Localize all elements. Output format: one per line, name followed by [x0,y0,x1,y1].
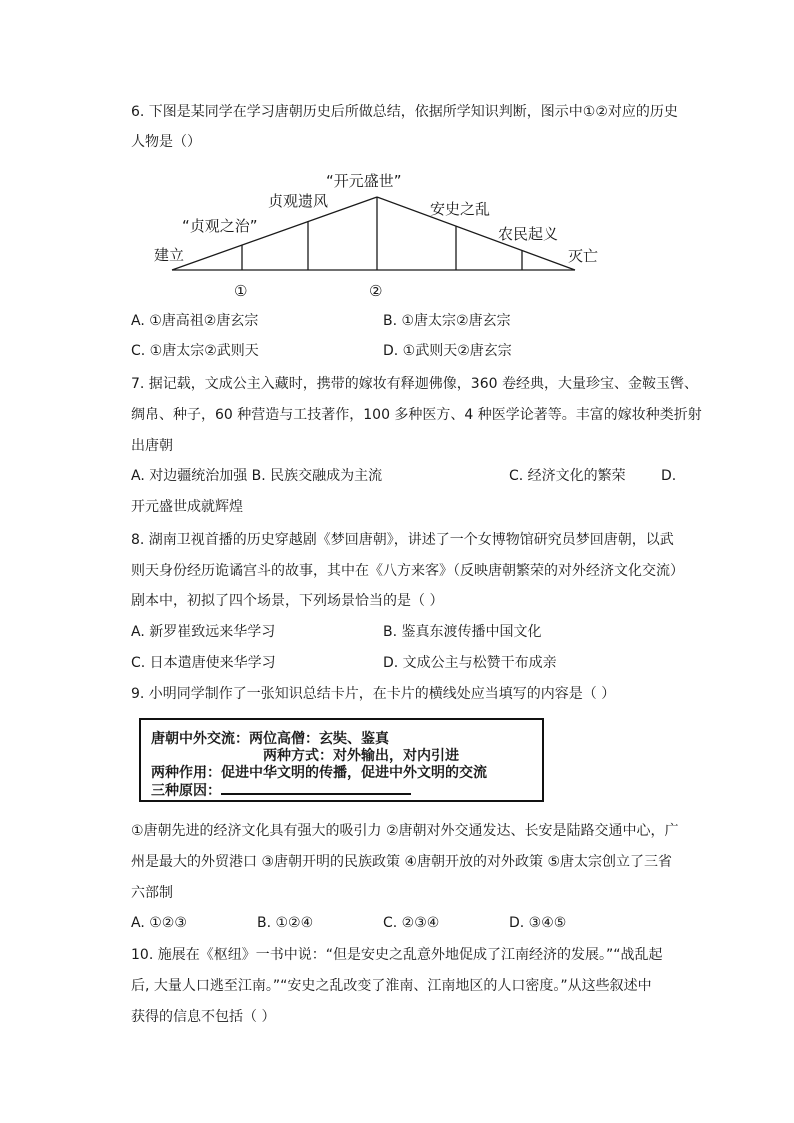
q8-stem-line3: 剧本中，初拟了四个场景，下列场景恰当的是（ ） [131,593,444,609]
q9-option-a: A. ①②③ [131,915,187,931]
q8-option-d: D. 文成公主与松赞干布成亲 [383,655,557,671]
q6-stem-line1: 6. 下图是某同学在学习唐朝历史后所做总结，依据所学知识判断，图示中①②对应的历史 [131,104,678,120]
q9-option-d: D. ③④⑤ [509,915,567,931]
card-row-2: 两种方式：对外输出，对内引进 [263,748,459,764]
fill-in-blank [221,781,411,795]
q7-option-c: C. 经济文化的繁荣 [509,468,626,484]
label-kaiyuan: “开元盛世” [326,172,402,190]
marker-2: ② [369,282,383,300]
label-nongmin: 农民起义 [498,225,559,243]
q7-stem-line1: 7. 据记载，文成公主入藏时，携带的嫁妆有释迦佛像，360 卷经典，大量珍宝、金鞍玉辔、 [131,376,698,392]
q10-stem-line1: 10. 施展在《枢纽》一书中说：“但是安史之乱意外地促成了江南经济的发展。”“战乱起 [131,947,663,963]
label-jianli: 建立 [154,246,185,264]
q7-stem-line3: 出唐朝 [131,438,173,454]
marker-1: ① [234,282,248,300]
q6-option-a: A. ①唐高祖②唐玄宗 [131,313,259,329]
q10-stem-line2: 后, 大量人口逃至江南。”“安史之乱改变了淮南、江南地区的人口密度。”从这些叙述中 [131,978,652,994]
knowledge-card [139,718,544,802]
card-row-4-label: 三种原因： [151,783,221,799]
q9-option-c: C. ②③④ [383,915,440,931]
q6-option-b: B. ①唐太宗②唐玄宗 [383,313,511,329]
q8-option-a: A. 新罗崔致远来华学习 [131,624,276,640]
q8-option-c: C. 日本遣唐使来华学习 [131,655,276,671]
label-zhenguan-zhizhi: “贞观之治” [182,217,258,235]
q9-text-line2: 州是最大的外贸港口 ③唐朝开明的民族政策 ④唐朝开放的对外政策 ⑤唐太宗创立了三省 [131,854,673,870]
q8-stem-line1: 8. 湖南卫视首播的历史穿越剧《梦回唐朝》，讲述了一个女博物馆研究员梦回唐朝，以武 [131,532,674,548]
q9-text-line1: ①唐朝先进的经济文化具有强大的吸引力 ②唐朝对外交通发达、长安是陆路交通中心，广 [131,823,679,839]
card-row-4 [151,781,411,800]
q6-option-c: C. ①唐太宗②武则天 [131,343,259,359]
card-row-3: 两种作用：促进中华文明的传播，促进中外文明的交流 [151,765,487,781]
q9-stem: 9. 小明同学制作了一张知识总结卡片，在卡片的横线处应当填写的内容是（ ） [131,686,616,702]
q7-option-d-text: 开元盛世成就辉煌 [131,499,243,515]
q6-option-d: D. ①武则天②唐玄宗 [383,343,512,359]
q8-option-b: B. 鉴真东渡传播中国文化 [383,624,542,640]
q10-stem-line3: 获得的信息不包括（ ） [131,1009,276,1025]
q9-option-b: B. ①②④ [257,915,314,931]
q9-text-line3: 六部制 [131,885,173,901]
tang-history-diagram [150,168,610,300]
label-anshi: 安史之乱 [430,200,491,218]
label-miewang: 灭亡 [568,247,599,265]
q6-stem-line2: 人物是（） [131,134,201,150]
label-zhenguan-yifeng: 贞观遗风 [268,192,329,210]
q8-stem-line2: 则天身份经历诡谲宫斗的故事，其中在《八方来客》（反映唐朝繁荣的对外经济文化交流） [131,563,684,579]
q7-option-d-label: D. [661,468,677,484]
q7-option-ab: A. 对边疆统治加强 B. 民族交融成为主流 [131,468,383,484]
q7-stem-line2: 绸帛、种子，60 种营造与工技著作，100 多种医方、4 种医学论著等。丰富的嫁妆种类折射 [131,407,702,423]
card-row-1: 唐朝中外交流：两位高僧：玄奘、鉴真 [151,731,389,747]
